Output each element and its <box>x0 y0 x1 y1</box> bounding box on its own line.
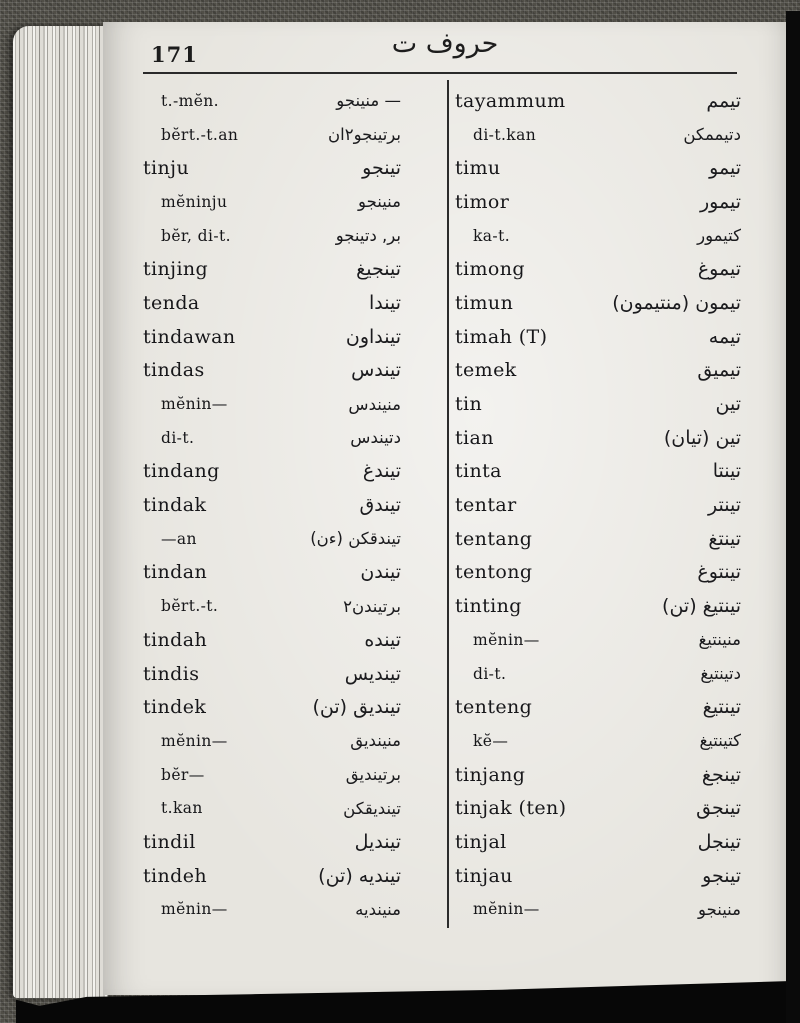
jawi-script: منيندس <box>348 394 401 414</box>
entry-row <box>143 893 401 927</box>
jawi-script: تينجو <box>702 864 741 887</box>
latin-headword: di-t.kan <box>473 125 537 144</box>
right-edge-shadow <box>786 11 800 1023</box>
jawi-script: بر, دتينجو <box>335 226 401 246</box>
latin-headword: tinjing <box>143 258 209 281</box>
jawi-script: تيميق <box>697 359 741 382</box>
entry-row <box>455 286 741 320</box>
latin-headword: tinjak (ten) <box>455 797 567 820</box>
jawi-script: دتيندس <box>350 428 401 448</box>
jawi-script: منينديه <box>355 899 401 919</box>
entry-row <box>143 185 401 219</box>
entry-row <box>143 623 401 657</box>
jawi-script: تينديه (تن) <box>318 864 401 887</box>
entry-row <box>455 455 741 489</box>
jawi-script: دتينتيغ <box>700 664 741 684</box>
entry-row <box>455 84 741 118</box>
latin-headword: t.kan <box>161 799 203 818</box>
entry-row <box>143 825 401 859</box>
entry-row <box>455 589 741 623</box>
jawi-script: منينجو <box>698 899 741 919</box>
entry-row <box>455 252 741 286</box>
latin-headword: timah (T) <box>455 325 548 348</box>
entry-row <box>455 893 741 927</box>
entry-row <box>455 724 741 758</box>
latin-headword: tian <box>455 426 494 449</box>
entry-row <box>143 387 401 421</box>
entry-row <box>143 286 401 320</box>
jawi-script: تينتا <box>712 460 741 483</box>
entry-row <box>455 387 741 421</box>
jawi-script: تينتغ <box>708 527 741 550</box>
jawi-script: تيندن <box>360 561 401 584</box>
jawi-script: منينجو <box>358 192 401 212</box>
jawi-script: تينتوغ <box>697 561 741 584</box>
latin-headword: bĕr— <box>161 765 205 784</box>
entry-row <box>143 589 401 623</box>
jawi-script: تين <box>715 393 741 416</box>
latin-headword: tenda <box>143 291 200 314</box>
jawi-script: تينديق (تن) <box>312 696 401 719</box>
entry-row <box>143 84 401 118</box>
jawi-script: تيموغ <box>697 258 741 281</box>
entry-row <box>455 522 741 556</box>
latin-headword: kĕ— <box>473 731 509 750</box>
entry-row <box>455 657 741 691</box>
jawi-script: تينتيغ <box>702 696 741 719</box>
jawi-script: تيندق <box>359 494 401 517</box>
latin-headword: bĕrt.-t. <box>161 597 219 616</box>
latin-headword: tindawan <box>143 325 236 348</box>
entry-row <box>143 758 401 792</box>
latin-headword: tindang <box>143 460 220 483</box>
jawi-script: تينجو <box>362 157 401 180</box>
jawi-script: تيمو <box>709 157 741 180</box>
latin-headword: tindek <box>143 696 207 719</box>
jawi-script: برتيندن٢ <box>343 596 401 616</box>
latin-headword: ka-t. <box>473 226 511 245</box>
entry-row <box>455 623 741 657</box>
jawi-script: تينجل <box>697 830 741 853</box>
entry-row <box>455 219 741 253</box>
jawi-script: تينديس <box>344 662 401 685</box>
right-column <box>455 84 741 926</box>
entry-row <box>455 556 741 590</box>
latin-headword: timun <box>455 291 514 314</box>
jawi-script: برتينديق <box>345 765 401 785</box>
latin-headword: tentar <box>455 494 517 517</box>
jawi-script: كتيمور <box>697 226 741 246</box>
latin-headword: tinjal <box>455 830 507 853</box>
jawi-script: — منينجو <box>336 91 401 111</box>
jawi-script: تيندس <box>351 359 401 382</box>
latin-headword: tindeh <box>143 864 207 887</box>
entry-row <box>455 185 741 219</box>
latin-headword: di-t. <box>161 428 195 447</box>
latin-headword: bĕrt.-t.an <box>161 125 239 144</box>
jawi-script: تينجق <box>696 797 741 820</box>
latin-headword: tindis <box>143 662 200 685</box>
entry-row <box>143 252 401 286</box>
latin-headword: timor <box>455 190 510 213</box>
entry-row <box>455 320 741 354</box>
entry-row <box>455 859 741 893</box>
entry-row <box>143 118 401 152</box>
entry-row <box>143 488 401 522</box>
entry-row <box>455 354 741 388</box>
left-column <box>143 84 401 926</box>
entry-row <box>455 421 741 455</box>
latin-headword: mĕnin— <box>161 395 228 414</box>
latin-headword: timu <box>455 157 501 180</box>
entry-row <box>143 455 401 489</box>
jawi-script: تينده <box>364 628 401 651</box>
jawi-script: تينديل <box>354 830 401 853</box>
latin-headword: tinting <box>455 595 522 618</box>
header-rule <box>143 72 737 74</box>
jawi-script: تينتر <box>708 494 741 517</box>
jawi-script: تيندا <box>368 291 401 314</box>
latin-headword: mĕnin— <box>473 900 540 919</box>
jawi-script: تيمه <box>708 325 741 348</box>
entry-row <box>143 219 401 253</box>
entry-row <box>143 657 401 691</box>
latin-headword: di-t. <box>473 664 507 683</box>
jawi-script: تيمون (منتيمون) <box>612 291 741 314</box>
latin-headword: mĕnin— <box>161 900 228 919</box>
latin-headword: tinju <box>143 157 190 180</box>
latin-headword: tindah <box>143 628 208 651</box>
entry-row <box>143 421 401 455</box>
latin-headword: tindan <box>143 561 208 584</box>
jawi-script: دتيممكن <box>683 125 741 145</box>
entry-row <box>455 151 741 185</box>
jawi-script: منينتيغ <box>698 630 741 650</box>
latin-headword: tayammum <box>455 89 566 112</box>
latin-headword: mĕnin— <box>473 630 540 649</box>
entry-row <box>143 151 401 185</box>
latin-headword: tinjau <box>455 864 513 887</box>
jawi-script: تيمم <box>706 89 741 112</box>
jawi-script: كتينتيغ <box>699 731 741 751</box>
entry-row <box>455 690 741 724</box>
latin-headword: mĕninju <box>161 192 228 211</box>
entry-row <box>455 791 741 825</box>
jawi-script: تيندقكن (ءن) <box>310 529 401 549</box>
latin-headword: tinta <box>455 460 502 483</box>
jawi-script: تينتيغ (تن) <box>662 595 741 618</box>
column-divider <box>447 80 449 928</box>
page-number: 171 <box>151 42 198 67</box>
latin-headword: tentong <box>455 561 533 584</box>
latin-headword: temek <box>455 359 517 382</box>
jawi-script: برتينجو٢ان <box>328 125 401 145</box>
jawi-script: تينديقكن <box>343 798 401 818</box>
latin-headword: mĕnin— <box>161 731 228 750</box>
jawi-script: تيندغ <box>362 460 401 483</box>
page-title-arabic: حروف ت <box>391 28 499 59</box>
jawi-script: منينديق <box>350 731 401 751</box>
entry-row <box>143 522 401 556</box>
jawi-script: تينجغ <box>701 763 741 786</box>
entry-row <box>143 690 401 724</box>
latin-headword: tentang <box>455 527 533 550</box>
entry-row <box>143 791 401 825</box>
jawi-script: تيمور <box>700 190 741 213</box>
entry-row <box>143 724 401 758</box>
jawi-script: تين (تيان) <box>663 426 741 449</box>
latin-headword: tindak <box>143 494 207 517</box>
jawi-script: تينداون <box>345 325 401 348</box>
latin-headword: t.-mĕn. <box>161 91 219 110</box>
latin-headword: tindil <box>143 830 196 853</box>
entry-row <box>455 758 741 792</box>
latin-headword: timong <box>455 258 525 281</box>
entry-row <box>455 118 741 152</box>
entry-row <box>455 825 741 859</box>
latin-headword: tindas <box>143 359 205 382</box>
entry-row <box>143 859 401 893</box>
latin-headword: tinjang <box>455 763 526 786</box>
entry-row <box>143 354 401 388</box>
book-page-edges <box>13 26 108 998</box>
entry-row <box>143 556 401 590</box>
entry-row <box>143 320 401 354</box>
entry-row <box>455 488 741 522</box>
book-page <box>103 22 787 995</box>
latin-headword: tenteng <box>455 696 533 719</box>
latin-headword: —an <box>161 529 197 548</box>
latin-headword: bĕr, di-t. <box>161 226 231 245</box>
latin-headword: tin <box>455 393 483 416</box>
jawi-script: تينجيغ <box>356 258 401 281</box>
